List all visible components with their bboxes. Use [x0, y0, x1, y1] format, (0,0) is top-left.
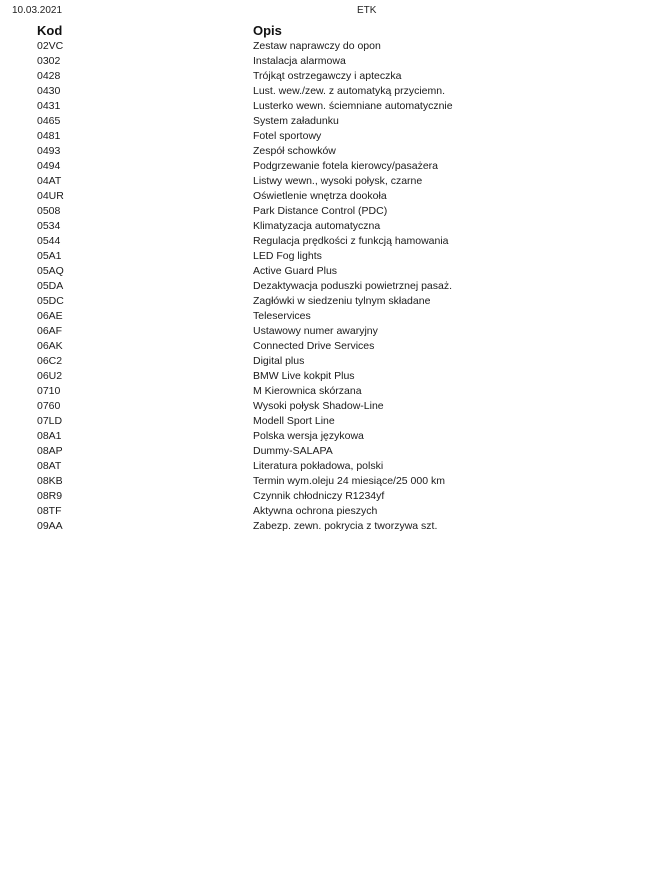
option-description: Modell Sport Line: [253, 415, 335, 427]
option-description: Zabezp. zewn. pokrycia z tworzywa szt.: [253, 520, 438, 532]
option-description: Literatura pokładowa, polski: [253, 460, 384, 472]
option-code: 05A1: [37, 250, 62, 262]
option-description: Lusterko wewn. ściemniane automatycznie: [253, 100, 453, 112]
option-description: Regulacja prędkości z funkcją hamowania: [253, 235, 449, 247]
option-code: 04AT: [37, 175, 62, 187]
option-description: Fotel sportowy: [253, 130, 322, 142]
option-description: Dummy-SALAPA: [253, 445, 333, 457]
option-code: 05DC: [37, 295, 64, 307]
document-header-title: ETK: [357, 5, 377, 16]
list-item: [0, 114, 651, 129]
option-description: Polska wersja językowa: [253, 430, 364, 442]
list-item: [0, 219, 651, 234]
option-description: Trójkąt ostrzegawczy i apteczka: [253, 70, 402, 82]
option-description: Zespół schowków: [253, 145, 336, 157]
option-code: 08AP: [37, 445, 63, 457]
option-code: 0431: [37, 100, 61, 112]
option-code: 0710: [37, 385, 61, 397]
option-description: Termin wym.oleju 24 miesiące/25 000 km: [253, 475, 445, 487]
option-description: Lust. wew./zew. z automatyką przyciemn.: [253, 85, 445, 97]
option-description: BMW Live kokpit Plus: [253, 370, 355, 382]
option-code: 0508: [37, 205, 61, 217]
list-item: [0, 309, 651, 324]
list-item: [0, 84, 651, 99]
option-description: Listwy wewn., wysoki połysk, czarne: [253, 175, 423, 187]
list-item: [0, 189, 651, 204]
option-description: Podgrzewanie fotela kierowcy/pasażera: [253, 160, 439, 172]
option-description: Wysoki połysk Shadow-Line: [253, 400, 384, 412]
option-code: 02VC: [37, 40, 64, 52]
list-item: [0, 519, 651, 534]
list-item: [0, 204, 651, 219]
option-description: Oświetlenie wnętrza dookoła: [253, 190, 387, 202]
option-code: 09AA: [37, 520, 63, 532]
option-code: 06AK: [37, 340, 63, 352]
list-item: [0, 99, 651, 114]
list-item: [0, 264, 651, 279]
option-code: 08TF: [37, 505, 62, 517]
option-description: Connected Drive Services: [253, 340, 375, 352]
list-item: [0, 324, 651, 339]
option-code: 08A1: [37, 430, 62, 442]
list-item: [0, 144, 651, 159]
list-item: [0, 504, 651, 519]
list-item: [0, 474, 651, 489]
option-description: System załadunku: [253, 115, 339, 127]
option-description: Czynnik chłodniczy R1234yf: [253, 490, 385, 502]
option-code: 08KB: [37, 475, 63, 487]
list-item: [0, 129, 651, 144]
option-code: 0302: [37, 55, 61, 67]
option-description: Ustawowy numer awaryjny: [253, 325, 378, 337]
print-date: 10.03.2021: [12, 5, 63, 16]
list-item: [0, 354, 651, 369]
list-item: [0, 249, 651, 264]
options-list: [0, 39, 651, 534]
option-code: 06AE: [37, 310, 63, 322]
option-code: 0428: [37, 70, 61, 82]
column-header-description: Opis: [253, 23, 282, 38]
list-item: [0, 369, 651, 384]
option-code: 06AF: [37, 325, 63, 337]
option-code: 0544: [37, 235, 61, 247]
list-item: [0, 429, 651, 444]
option-code: 0760: [37, 400, 61, 412]
list-item: [0, 69, 651, 84]
option-code: 0493: [37, 145, 61, 157]
option-code: 0494: [37, 160, 61, 172]
option-code: 05AQ: [37, 265, 64, 277]
option-code: 08R9: [37, 490, 63, 502]
option-description: M Kierownica skórzana: [253, 385, 362, 397]
list-item: [0, 459, 651, 474]
list-item: [0, 384, 651, 399]
list-item: [0, 54, 651, 69]
list-item: [0, 399, 651, 414]
column-header-code: Kod: [37, 23, 63, 38]
option-description: Aktywna ochrona pieszych: [253, 505, 378, 517]
option-code: 0430: [37, 85, 61, 97]
option-description: Active Guard Plus: [253, 265, 338, 277]
list-item: [0, 234, 651, 249]
list-item: [0, 444, 651, 459]
option-description: Teleservices: [253, 310, 311, 322]
option-description: LED Fog lights: [253, 250, 322, 262]
option-code: 06C2: [37, 355, 63, 367]
option-description: Zestaw naprawczy do opon: [253, 40, 381, 52]
option-description: Digital plus: [253, 355, 305, 367]
option-description: Dezaktywacja poduszki powietrznej pasaż.: [253, 280, 453, 292]
list-item: [0, 174, 651, 189]
option-code: 06U2: [37, 370, 63, 382]
option-code: 0534: [37, 220, 61, 232]
option-code: 08AT: [37, 460, 62, 472]
list-item: [0, 294, 651, 309]
option-description: Zagłówki w siedzeniu tylnym składane: [253, 295, 431, 307]
list-item: [0, 159, 651, 174]
option-description: Instalacja alarmowa: [253, 55, 346, 67]
option-code: 07LD: [37, 415, 63, 427]
option-code: 05DA: [37, 280, 64, 292]
option-description: Park Distance Control (PDC): [253, 205, 388, 217]
list-item: [0, 489, 651, 504]
option-code: 0465: [37, 115, 61, 127]
list-item: [0, 339, 651, 354]
list-item: [0, 39, 651, 54]
option-code: 0481: [37, 130, 61, 142]
option-code: 04UR: [37, 190, 64, 202]
option-description: Klimatyzacja automatyczna: [253, 220, 381, 232]
list-item: [0, 414, 651, 429]
list-item: [0, 279, 651, 294]
